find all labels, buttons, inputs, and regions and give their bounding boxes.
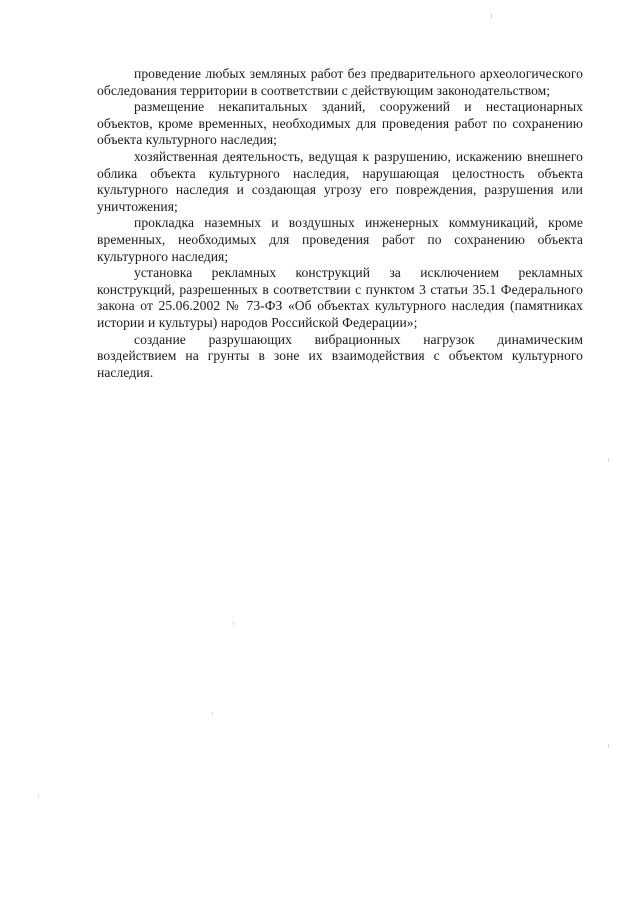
paragraph-earthworks: проведение любых земляных работ без предварительного археологического обследования территории в соответствии с действующим законодательством; xyxy=(97,66,583,98)
scan-speck xyxy=(233,622,234,625)
scan-speck xyxy=(608,458,609,462)
paragraph-economic-activity: хозяйственная деятельность, ведущая к разрушению, искажению внешнего облика объекта культурного наследия, нарушающая целостность объекта культурного наследия и создающая угрозу его повреждения, разрушения или уничтожения; xyxy=(97,148,583,214)
paragraph-advertising: установка рекламных конструкций за исключением рекламных конструкций, разрешенных в соответствии с пунктом 3 статьи 35.1 Федерального закона от 25.06.2002 № 73-ФЗ «Об объектах культурного наследия (памятниках истории и культуры) народов Российской Федерации»; xyxy=(97,265,583,330)
paragraph-utility-lines: прокладка наземных и воздушных инженерных коммуникаций, кроме временных, необходимых для проведения работ по сохранению объекта культурного наследия; xyxy=(97,215,583,264)
paragraph-vibration-loads: создание разрушающих вибрационных нагрузок динамическим воздействием на грунты в зоне их взаимодействия с объектом культурного наследия. xyxy=(97,331,583,380)
document-body xyxy=(97,66,583,381)
scan-speck xyxy=(608,744,609,748)
paragraph-temporary-buildings: размещение некапитальных зданий, сооружений и нестационарных объектов, кроме временных, необходимых для проведения работ по сохранению объекта культурного наследия; xyxy=(97,99,583,148)
scan-speck xyxy=(491,14,492,18)
scan-speck xyxy=(38,795,39,798)
scan-speck xyxy=(212,712,213,715)
